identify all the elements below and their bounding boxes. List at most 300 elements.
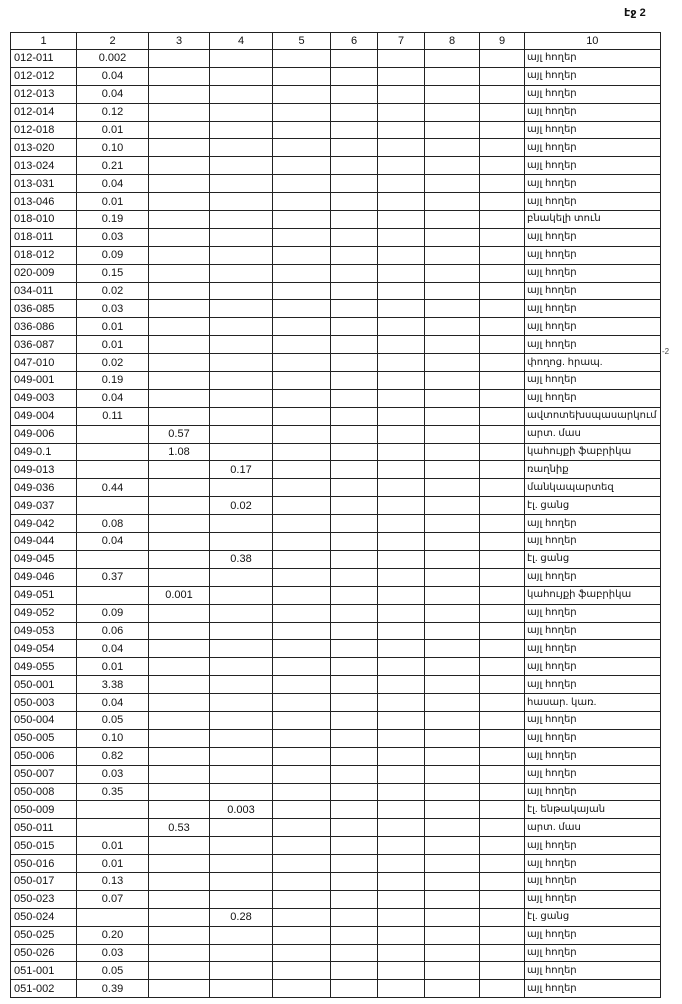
area-cell (210, 67, 273, 85)
land-use-cell: այլ հողեր (525, 622, 661, 640)
area-cell (480, 407, 525, 425)
area-cell (149, 139, 210, 157)
area-cell (210, 443, 273, 461)
area-cell (331, 837, 378, 855)
area-cell: 0.04 (77, 67, 149, 85)
area-cell (273, 372, 331, 390)
area-cell: 0.21 (77, 157, 149, 175)
area-cell (480, 425, 525, 443)
area-cell (425, 550, 480, 568)
parcel-code-cell: 049-054 (11, 640, 77, 658)
land-use-cell: այլ հողեր (525, 67, 661, 85)
area-cell (331, 926, 378, 944)
parcel-code-cell: 049-042 (11, 515, 77, 533)
area-cell (210, 604, 273, 622)
parcel-code-cell: 012-012 (11, 67, 77, 85)
land-use-cell: էլ. ցանց (525, 908, 661, 926)
area-cell (149, 658, 210, 676)
area-cell: 0.03 (77, 228, 149, 246)
area-cell (425, 336, 480, 354)
area-cell (480, 103, 525, 121)
area-cell: 0.37 (77, 568, 149, 586)
area-cell (210, 890, 273, 908)
area-cell (378, 980, 425, 998)
parcel-code-cell: 013-031 (11, 175, 77, 193)
table-row (11, 497, 661, 515)
area-cell (480, 193, 525, 211)
column-header: 3 (149, 33, 210, 50)
area-cell (425, 228, 480, 246)
area-cell (210, 389, 273, 407)
land-use-cell: այլ հողեր (525, 962, 661, 980)
area-cell (331, 550, 378, 568)
land-use-cell: այլ հողեր (525, 282, 661, 300)
area-cell (273, 300, 331, 318)
area-cell (273, 533, 331, 551)
table-row (11, 980, 661, 998)
land-use-cell: էլ. ցանց (525, 497, 661, 515)
land-use-cell: այլ հողեր (525, 228, 661, 246)
area-cell (210, 676, 273, 694)
area-cell (480, 568, 525, 586)
area-cell (331, 443, 378, 461)
land-use-cell: այլ հողեր (525, 640, 661, 658)
table-row (11, 640, 661, 658)
area-cell (425, 533, 480, 551)
table-row (11, 175, 661, 193)
area-cell: 0.04 (77, 640, 149, 658)
area-cell (77, 443, 149, 461)
area-cell (149, 747, 210, 765)
area-cell (480, 67, 525, 85)
area-cell (77, 425, 149, 443)
area-cell (149, 157, 210, 175)
area-cell (480, 282, 525, 300)
area-cell (480, 783, 525, 801)
area-cell (425, 425, 480, 443)
area-cell (210, 515, 273, 533)
area-cell (273, 103, 331, 121)
land-use-cell: այլ հողեր (525, 604, 661, 622)
area-cell (273, 568, 331, 586)
area-cell (149, 175, 210, 193)
area-cell (480, 819, 525, 837)
area-cell (331, 765, 378, 783)
area-cell (273, 282, 331, 300)
land-use-cell: այլ հողեր (525, 890, 661, 908)
area-cell (378, 872, 425, 890)
table-row (11, 837, 661, 855)
table-row (11, 819, 661, 837)
area-cell (273, 855, 331, 873)
area-cell (210, 944, 273, 962)
area-cell (378, 586, 425, 604)
area-cell (425, 694, 480, 712)
area-cell (273, 211, 331, 229)
table-row (11, 890, 661, 908)
area-cell: 0.01 (77, 855, 149, 873)
table-row (11, 568, 661, 586)
parcel-code-cell: 050-003 (11, 694, 77, 712)
area-cell (273, 837, 331, 855)
area-cell (210, 694, 273, 712)
area-cell (480, 855, 525, 873)
area-cell (480, 389, 525, 407)
land-use-cell: այլ հողեր (525, 85, 661, 103)
area-cell (378, 568, 425, 586)
area-cell: 0.57 (149, 425, 210, 443)
area-cell (210, 872, 273, 890)
area-cell (149, 407, 210, 425)
area-cell (480, 890, 525, 908)
table-row (11, 479, 661, 497)
area-cell (273, 139, 331, 157)
area-cell: 0.04 (77, 175, 149, 193)
area-cell (378, 550, 425, 568)
table-row (11, 211, 661, 229)
area-cell: 0.05 (77, 962, 149, 980)
area-cell (149, 121, 210, 139)
area-cell (149, 729, 210, 747)
land-use-cell: մանկապարտեզ (525, 479, 661, 497)
parcel-code-cell: 050-001 (11, 676, 77, 694)
area-cell (378, 729, 425, 747)
area-cell (210, 622, 273, 640)
parcel-code-cell: 049-051 (11, 586, 77, 604)
area-cell (273, 926, 331, 944)
area-cell (149, 246, 210, 264)
area-cell (331, 711, 378, 729)
area-cell (425, 461, 480, 479)
land-use-cell: այլ հողեր (525, 389, 661, 407)
area-cell: 0.01 (77, 121, 149, 139)
area-cell (378, 747, 425, 765)
area-cell (331, 622, 378, 640)
parcel-code-cell: 013-020 (11, 139, 77, 157)
area-cell (331, 389, 378, 407)
area-cell (331, 157, 378, 175)
table-row (11, 139, 661, 157)
area-cell (480, 157, 525, 175)
area-cell (273, 765, 331, 783)
parcel-code-cell: 018-010 (11, 211, 77, 229)
area-cell (425, 819, 480, 837)
table-row (11, 801, 661, 819)
area-cell (480, 211, 525, 229)
area-cell: 0.03 (77, 765, 149, 783)
area-cell (149, 282, 210, 300)
header-row (11, 33, 661, 50)
area-cell (480, 586, 525, 604)
area-cell (210, 157, 273, 175)
area-cell (77, 819, 149, 837)
area-cell: 0.01 (77, 318, 149, 336)
area-cell (378, 819, 425, 837)
area-cell (480, 300, 525, 318)
area-cell (425, 980, 480, 998)
area-cell (273, 157, 331, 175)
area-cell (425, 318, 480, 336)
area-cell (480, 479, 525, 497)
land-use-cell: արտ. մաս (525, 425, 661, 443)
area-cell (273, 67, 331, 85)
land-use-cell: այլ հողեր (525, 300, 661, 318)
area-cell: 0.20 (77, 926, 149, 944)
area-cell (425, 622, 480, 640)
parcel-code-cell: 050-025 (11, 926, 77, 944)
area-cell (273, 228, 331, 246)
area-cell (425, 103, 480, 121)
area-cell (210, 479, 273, 497)
area-cell (425, 139, 480, 157)
area-cell (273, 389, 331, 407)
parcel-code-cell: 049-052 (11, 604, 77, 622)
area-cell (331, 85, 378, 103)
land-use-cell: այլ հողեր (525, 837, 661, 855)
page-number: էջ 2 (624, 7, 646, 19)
area-cell: 0.01 (77, 837, 149, 855)
area-cell (149, 318, 210, 336)
table-row (11, 765, 661, 783)
table-row (11, 962, 661, 980)
land-use-cell: կահույքի ֆաբրիկա (525, 443, 661, 461)
area-cell (480, 443, 525, 461)
land-use-cell: ավտոտեխսպասարկում (525, 407, 661, 425)
area-cell (378, 622, 425, 640)
area-cell (331, 980, 378, 998)
area-cell: 0.003 (210, 801, 273, 819)
land-use-cell: այլ հողեր (525, 855, 661, 873)
table-row (11, 622, 661, 640)
area-cell (378, 908, 425, 926)
area-cell (273, 336, 331, 354)
land-use-cell: ռաղնիք (525, 461, 661, 479)
table-row (11, 121, 661, 139)
parcel-code-cell: 049-044 (11, 533, 77, 551)
area-cell (480, 837, 525, 855)
area-cell (425, 783, 480, 801)
area-cell (273, 872, 331, 890)
table-row (11, 604, 661, 622)
land-use-cell: էլ. ենթակայան (525, 801, 661, 819)
parcel-code-cell: 049-0.1 (11, 443, 77, 461)
area-cell (425, 872, 480, 890)
area-cell (425, 479, 480, 497)
area-cell (425, 604, 480, 622)
area-cell (425, 890, 480, 908)
area-cell (378, 443, 425, 461)
area-cell (425, 282, 480, 300)
area-cell (149, 103, 210, 121)
area-cell (149, 497, 210, 515)
area-cell (149, 944, 210, 962)
area-cell: 0.02 (210, 497, 273, 515)
area-cell (331, 407, 378, 425)
area-cell (378, 372, 425, 390)
table-row (11, 658, 661, 676)
parcel-code-cell: 050-015 (11, 837, 77, 855)
area-cell (210, 640, 273, 658)
area-cell (273, 676, 331, 694)
area-cell (273, 944, 331, 962)
land-use-cell: այլ հողեր (525, 980, 661, 998)
area-cell (425, 926, 480, 944)
land-use-cell: փողոց. հրապ. (525, 354, 661, 372)
area-cell (273, 622, 331, 640)
parcel-code-cell: 050-011 (11, 819, 77, 837)
area-cell (378, 604, 425, 622)
area-cell (425, 568, 480, 586)
area-cell (273, 586, 331, 604)
parcel-code-cell: 050-026 (11, 944, 77, 962)
area-cell (210, 139, 273, 157)
area-cell (425, 175, 480, 193)
area-cell (378, 944, 425, 962)
area-cell (273, 175, 331, 193)
table-row (11, 676, 661, 694)
table-row (11, 318, 661, 336)
parcel-code-cell: 050-024 (11, 908, 77, 926)
parcel-code-cell: 050-016 (11, 855, 77, 873)
area-cell (378, 783, 425, 801)
area-cell (425, 855, 480, 873)
parcel-code-cell: 050-023 (11, 890, 77, 908)
area-cell (378, 85, 425, 103)
area-cell (378, 407, 425, 425)
area-cell (149, 783, 210, 801)
area-cell (378, 837, 425, 855)
area-cell (149, 980, 210, 998)
land-parcel-table (10, 32, 661, 998)
area-cell (210, 300, 273, 318)
area-cell (331, 640, 378, 658)
table-row (11, 264, 661, 282)
area-cell (210, 568, 273, 586)
area-cell (378, 497, 425, 515)
table-row (11, 461, 661, 479)
area-cell (149, 50, 210, 68)
area-cell (273, 515, 331, 533)
area-cell (378, 264, 425, 282)
area-cell (378, 193, 425, 211)
area-cell: 0.08 (77, 515, 149, 533)
area-cell (149, 604, 210, 622)
land-use-cell: այլ հողեր (525, 533, 661, 551)
land-use-cell: կահույքի ֆաբրիկա (525, 586, 661, 604)
area-cell (210, 85, 273, 103)
area-cell (425, 354, 480, 372)
parcel-code-cell: 018-012 (11, 246, 77, 264)
area-cell: 0.04 (77, 389, 149, 407)
area-cell (378, 801, 425, 819)
area-cell (480, 175, 525, 193)
table-row (11, 855, 661, 873)
area-cell (425, 300, 480, 318)
area-cell (378, 694, 425, 712)
land-use-cell: այլ հողեր (525, 568, 661, 586)
area-cell: 0.17 (210, 461, 273, 479)
land-use-cell: այլ հողեր (525, 872, 661, 890)
area-cell (378, 389, 425, 407)
table-row (11, 694, 661, 712)
area-cell (210, 819, 273, 837)
area-cell (331, 694, 378, 712)
table-row (11, 246, 661, 264)
area-cell (77, 586, 149, 604)
area-cell (149, 228, 210, 246)
column-header: 6 (331, 33, 378, 50)
table-row (11, 729, 661, 747)
area-cell (480, 550, 525, 568)
column-header: 4 (210, 33, 273, 50)
area-cell (77, 461, 149, 479)
area-cell: 0.15 (77, 264, 149, 282)
column-header: 8 (425, 33, 480, 50)
area-cell (425, 193, 480, 211)
area-cell (378, 139, 425, 157)
area-cell: 0.03 (77, 944, 149, 962)
land-use-cell: այլ հողեր (525, 318, 661, 336)
area-cell (210, 425, 273, 443)
area-cell (273, 980, 331, 998)
area-cell (210, 837, 273, 855)
parcel-code-cell: 012-013 (11, 85, 77, 103)
area-cell: 3.38 (77, 676, 149, 694)
area-cell (273, 407, 331, 425)
parcel-code-cell: 049-003 (11, 389, 77, 407)
parcel-code-cell: 050-008 (11, 783, 77, 801)
table-row (11, 425, 661, 443)
parcel-code-cell: 012-011 (11, 50, 77, 68)
parcel-code-cell: 013-024 (11, 157, 77, 175)
area-cell (149, 765, 210, 783)
area-cell (378, 336, 425, 354)
area-cell (425, 962, 480, 980)
area-cell (425, 729, 480, 747)
parcel-code-cell: 012-018 (11, 121, 77, 139)
area-cell (425, 264, 480, 282)
area-cell (210, 765, 273, 783)
area-cell (273, 264, 331, 282)
area-cell (331, 819, 378, 837)
land-use-cell: այլ հողեր (525, 926, 661, 944)
area-cell (425, 801, 480, 819)
parcel-code-cell: 050-006 (11, 747, 77, 765)
area-cell (331, 801, 378, 819)
area-cell: 0.001 (149, 586, 210, 604)
parcel-code-cell: 049-004 (11, 407, 77, 425)
area-cell (210, 282, 273, 300)
area-cell (273, 801, 331, 819)
table-row (11, 515, 661, 533)
parcel-code-cell: 051-001 (11, 962, 77, 980)
parcel-code-cell: 050-017 (11, 872, 77, 890)
area-cell (425, 157, 480, 175)
area-cell (425, 443, 480, 461)
parcel-code-cell: 018-011 (11, 228, 77, 246)
land-use-cell: բնակելի տուն (525, 211, 661, 229)
area-cell (331, 747, 378, 765)
area-cell (331, 658, 378, 676)
area-cell (480, 908, 525, 926)
area-cell (77, 908, 149, 926)
area-cell (480, 50, 525, 68)
area-cell (378, 461, 425, 479)
area-cell (149, 67, 210, 85)
area-cell (331, 515, 378, 533)
area-cell (331, 318, 378, 336)
area-cell: 0.19 (77, 211, 149, 229)
